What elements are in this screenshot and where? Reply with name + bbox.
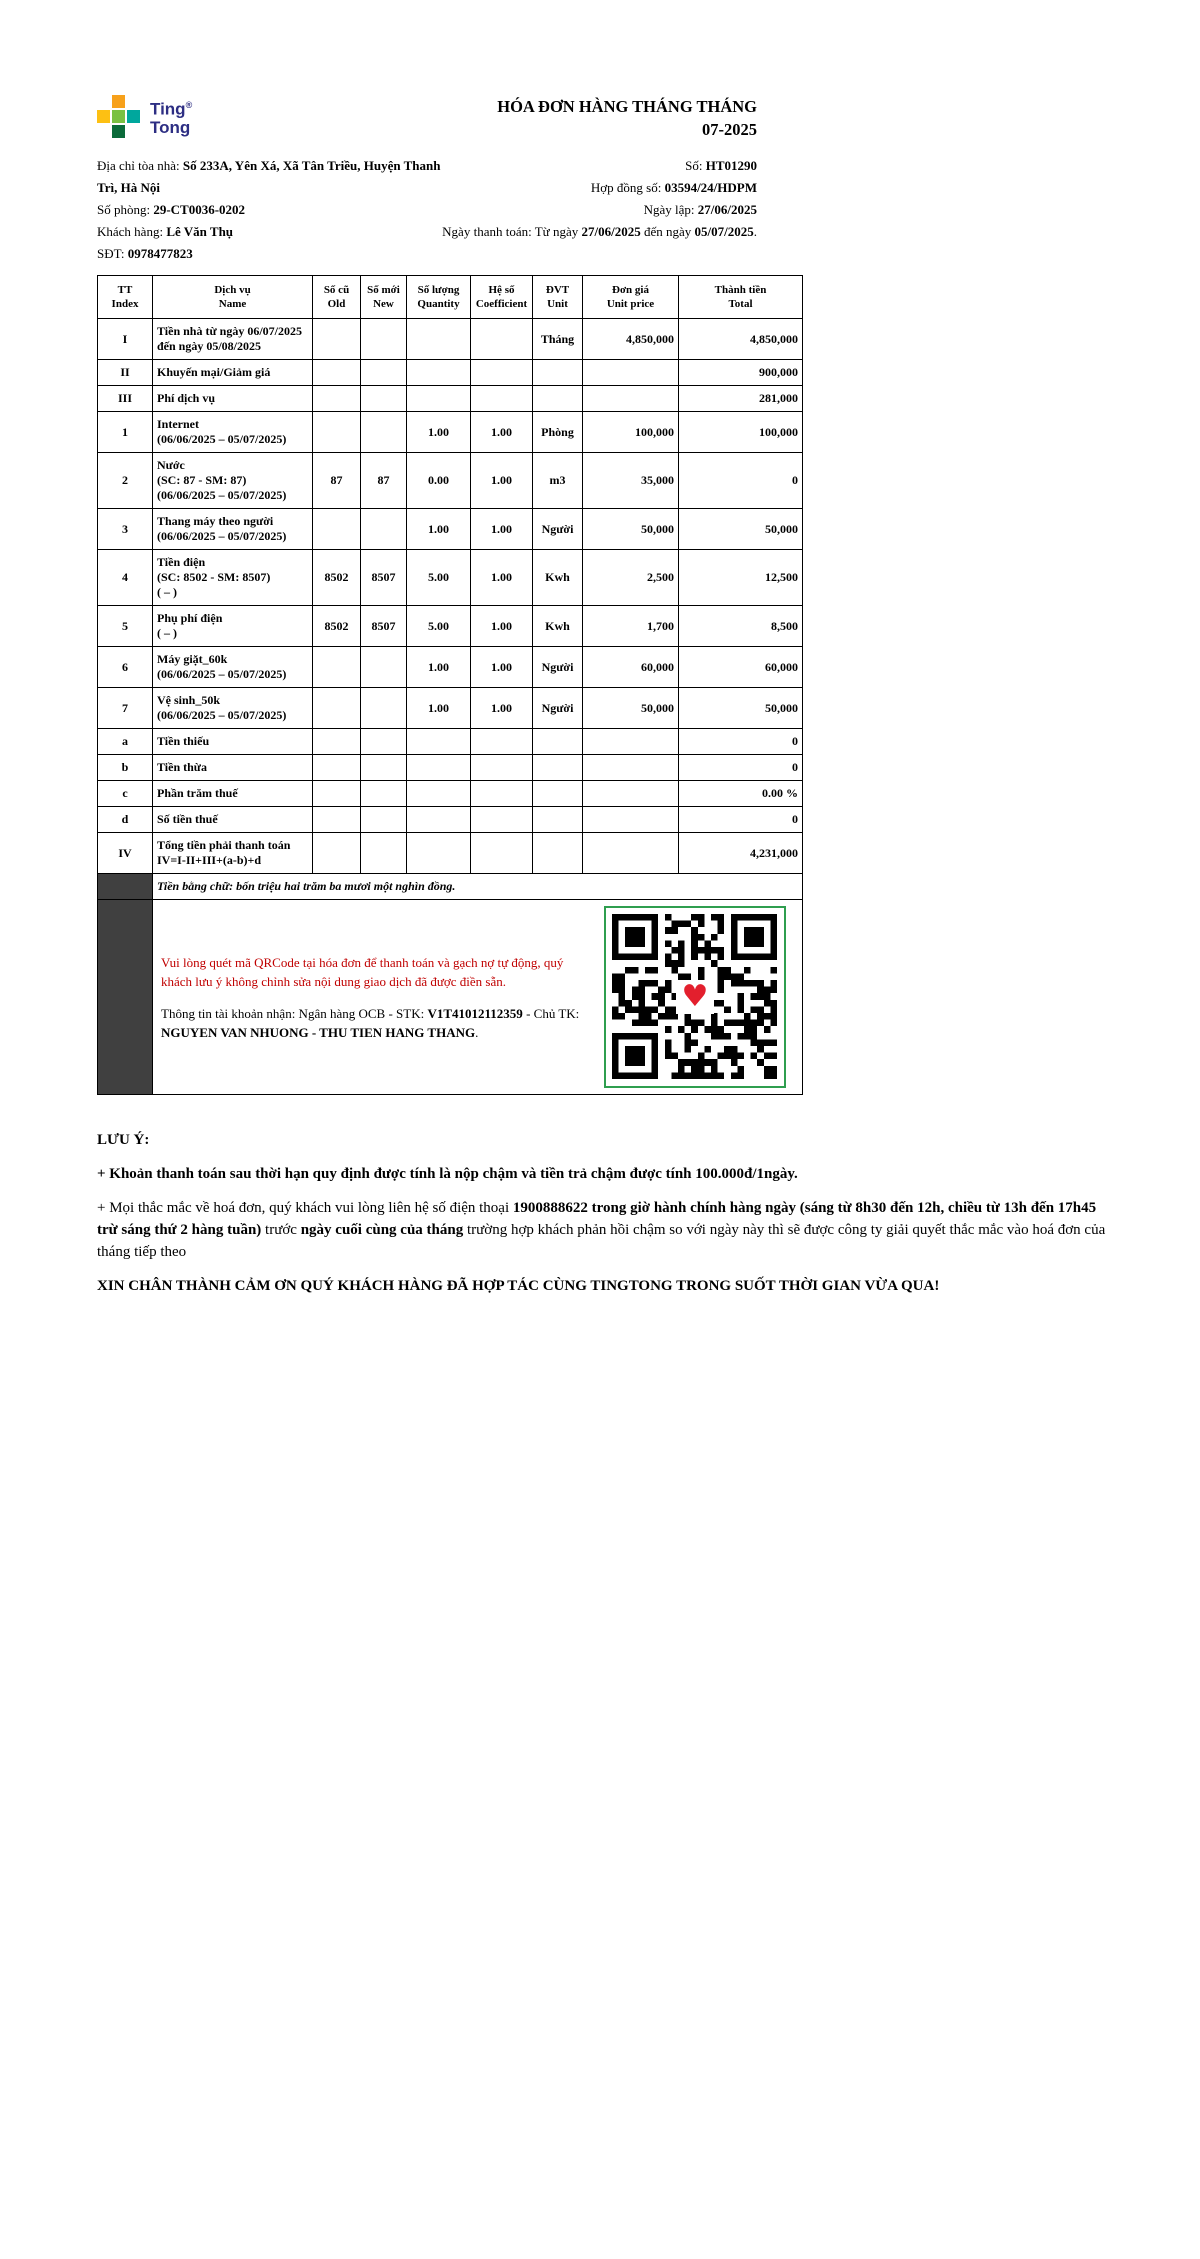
text-segment: 27/06/2025 [581,224,641,239]
cell-qty: 1.00 [407,647,471,688]
cell-coef [471,755,533,781]
registered-mark: ® [185,99,193,110]
column-header: Thành tiền Total [679,276,803,319]
invoice-meta-line [442,221,757,243]
column-header: TT Index [98,276,153,319]
column-header: Số lượng Quantity [407,276,471,319]
cell-tt: III [98,386,153,412]
cell-price [583,755,679,781]
text-segment: Khách hàng: [97,224,167,239]
cell-price: 60,000 [583,647,679,688]
text-segment: V1T41012112359 [427,1005,523,1021]
qr-instruction-note: Vui lòng quét mã QRCode tại hóa đơn để thanh toán và gạch nợ tự động, quý khách lưu ý không chỉnh sửa nội dung giao dịch đã được điền sẵn. [161,954,564,989]
text-segment: 03594/24/HDPM [664,180,757,195]
text-segment: trường hợp khách phản hồi chậm so với ngày này thì sẽ được công ty giải quyết thắc mắc vào hoá đơn của tháng tiếp theo [97,1222,1106,1260]
logo-pixel [97,110,110,123]
cell-old: 87 [313,453,361,509]
cell-old [313,688,361,729]
cell-old [313,833,361,874]
text-segment: 27/06/2025 [697,202,757,217]
amount-in-words-row [98,874,803,900]
text-segment: bốn triệu hai trăm ba mươi một nghìn đồng. [236,879,456,893]
cell-old [313,412,361,453]
qr-center-heart-icon: ♥ [676,980,714,1014]
cell-price: 2,500 [583,550,679,606]
text-segment: trước [261,1222,301,1238]
text-segment: Tiền bằng chữ: [157,879,237,893]
cell-old [313,319,361,360]
service-row [98,647,803,688]
cell-new [361,360,407,386]
cell-qty: 5.00 [407,606,471,647]
customer-info-line [97,243,442,265]
cell-total: 12,500 [679,550,803,606]
cell-total: 0 [679,453,803,509]
cell-total: 50,000 [679,509,803,550]
filled-index-cell [98,900,153,1095]
cell-coef [471,319,533,360]
cell-name: Phụ phí điện ( – ) [153,606,313,647]
note-heading: LƯU Ý: [97,1132,150,1148]
table-head [98,276,803,319]
table-body [98,319,803,1095]
cell-coef: 1.00 [471,453,533,509]
cell-name: Nước (SC: 87 - SM: 87) (06/06/2025 – 05/07/2025) [153,453,313,509]
cell-price [583,360,679,386]
cell-old [313,729,361,755]
text-segment: 1900888622 trong giờ hành chính hàng ngày (sáng từ 8h30 đến 12h, chiều từ 13h đến 17h45 trừ sáng thứ 2 hàng tuần) [97,1200,1097,1238]
cell-coef: 1.00 [471,688,533,729]
cell-total: 0 [679,729,803,755]
cell-name: Internet (06/06/2025 – 05/07/2025) [153,412,313,453]
cell-tt: IV [98,833,153,874]
service-row [98,453,803,509]
column-header: Số mới New [361,276,407,319]
cell-unit [533,360,583,386]
footer-notes [97,1129,1109,1297]
cell-name: Phần trăm thuế [153,781,313,807]
qr-payment-row [98,900,803,1095]
service-row [98,412,803,453]
invoice-meta-line [442,155,757,177]
service-row [98,688,803,729]
cell-tt: b [98,755,153,781]
cell-qty: 1.00 [407,688,471,729]
column-header: Dịch vụ Name [153,276,313,319]
cell-name: Thang máy theo người (06/06/2025 – 05/07/2025) [153,509,313,550]
cell-coef: 1.00 [471,550,533,606]
cell-price [583,386,679,412]
payment-qr-code [604,906,786,1088]
service-row [98,755,803,781]
invoice-meta-block [442,155,802,265]
cell-tt: 7 [98,688,153,729]
invoice-meta-line [442,177,757,199]
cell-coef: 1.00 [471,412,533,453]
cell-coef [471,833,533,874]
text-segment: Địa chỉ tòa nhà: [97,158,183,173]
cell-unit [533,807,583,833]
cell-unit [533,729,583,755]
contact-note [97,1197,1109,1263]
cell-new [361,833,407,874]
cell-new [361,807,407,833]
cell-unit: Người [533,688,583,729]
cell-qty [407,755,471,781]
cell-total: 0 [679,755,803,781]
text-segment: Số phòng: [97,202,154,217]
tingtong-logo [97,95,192,138]
header-row [97,95,802,141]
cell-qty [407,833,471,874]
logo-pixel [112,125,125,138]
cell-name: Tiền nhà từ ngày 06/07/2025 đến ngày 05/08/2025 [153,319,313,360]
cell-new: 87 [361,453,407,509]
cell-coef: 1.00 [471,606,533,647]
cell-unit: Kwh [533,606,583,647]
cell-coef [471,360,533,386]
cell-unit: Kwh [533,550,583,606]
cell-old [313,360,361,386]
cell-new [361,755,407,781]
cell-total: 0 [679,807,803,833]
cell-name: Tiền điện (SC: 8502 - SM: 8507) ( – ) [153,550,313,606]
cell-unit [533,755,583,781]
invoice-head [97,95,802,1095]
cell-unit [533,833,583,874]
column-header: Số cũ Old [313,276,361,319]
cell-tt: 4 [98,550,153,606]
customer-info-block [97,155,442,265]
text-segment: 29-CT0036-0202 [153,202,246,217]
cell-qty: 1.00 [407,412,471,453]
info-row [97,155,802,265]
cell-price [583,729,679,755]
text-segment: NGUYEN VAN NHUONG - THU TIEN HANG THANG [161,1024,476,1040]
cell-name: Vệ sinh_50k (06/06/2025 – 05/07/2025) [153,688,313,729]
cell-total: 0.00 % [679,781,803,807]
cell-name: Tiền thiếu [153,729,313,755]
cell-new [361,319,407,360]
column-header: Đơn giá Unit price [583,276,679,319]
text-segment: Thông tin tài khoản nhận: Ngân hàng OCB - STK: [161,1005,428,1021]
text-segment: . [475,1024,479,1040]
cell-coef [471,386,533,412]
cell-tt: 3 [98,509,153,550]
invoice-title: HÓA ĐƠN HÀNG THÁNG THÁNG 07-2025 [497,97,757,139]
cell-coef: 1.00 [471,509,533,550]
amount-in-words [153,874,803,900]
cell-old: 8502 [313,550,361,606]
cell-old [313,509,361,550]
cell-tt: 6 [98,647,153,688]
cell-new: 8507 [361,550,407,606]
cell-tt: II [98,360,153,386]
tingtong-logo-icon [97,95,140,138]
logo-word-tong: Tong [150,118,191,138]
cell-name: Máy giặt_60k (06/06/2025 – 05/07/2025) [153,647,313,688]
logo-pixel [127,110,140,123]
cell-price: 100,000 [583,412,679,453]
late-payment-note: + Khoản thanh toán sau thời hạn quy định được tính là nộp chậm và tiền trả chậm được tính 100.000đ/1ngày. [97,1166,798,1182]
cell-total: 50,000 [679,688,803,729]
cell-tt: I [98,319,153,360]
cell-price: 1,700 [583,606,679,647]
cell-tt: 1 [98,412,153,453]
invoice-table [97,275,803,1095]
cell-unit: Tháng [533,319,583,360]
customer-info-line [97,221,442,243]
text-segment: Ngày thanh toán: Từ ngày [442,224,582,239]
text-segment: 0978477823 [127,246,193,261]
service-row [98,386,803,412]
cell-new [361,509,407,550]
text-segment: đến ngày [640,224,695,239]
service-row [98,509,803,550]
cell-unit: Người [533,509,583,550]
cell-total: 281,000 [679,386,803,412]
cell-tt: 5 [98,606,153,647]
cell-coef [471,781,533,807]
thanks-note: XIN CHÂN THÀNH CẢM ƠN QUÝ KHÁCH HÀNG ĐÃ HỢP TÁC CÙNG TINGTONG TRONG SUỐT THỜI GIAN VỪA QUA! [97,1278,940,1294]
cell-price: 35,000 [583,453,679,509]
cell-price: 50,000 [583,688,679,729]
text-segment: Số: [685,158,706,173]
cell-total: 60,000 [679,647,803,688]
text-segment: Hợp đồng số: [590,180,665,195]
filled-index-cell [98,874,153,900]
cell-qty [407,319,471,360]
cell-new [361,729,407,755]
text-segment: HT01290 [705,158,757,173]
cell-name: Phí dịch vụ [153,386,313,412]
cell-new [361,781,407,807]
text-segment: Lê Văn Thụ [166,224,234,239]
qr-notes [157,953,592,1042]
cell-price [583,807,679,833]
cell-old [313,647,361,688]
text-segment: ngày cuối cùng của tháng [300,1222,464,1238]
cell-old [313,807,361,833]
cell-qty: 0.00 [407,453,471,509]
logo-pixel [112,110,125,123]
account-info-note [161,1004,588,1042]
cell-tt: a [98,729,153,755]
cell-new: 8507 [361,606,407,647]
cell-name: Khuyến mại/Giảm giá [153,360,313,386]
cell-coef: 1.00 [471,647,533,688]
cell-unit [533,781,583,807]
service-row [98,807,803,833]
invoice-meta-line [442,199,757,221]
cell-qty [407,807,471,833]
cell-tt: 2 [98,453,153,509]
service-row [98,360,803,386]
logo-line-1 [150,96,192,119]
cell-new [361,412,407,453]
cell-tt: d [98,807,153,833]
service-row [98,833,803,874]
cell-qty [407,360,471,386]
cell-coef [471,729,533,755]
cell-price [583,833,679,874]
table-header-row [98,276,803,319]
cell-qty [407,781,471,807]
cell-unit: Phòng [533,412,583,453]
column-header: ĐVT Unit [533,276,583,319]
cell-price: 4,850,000 [583,319,679,360]
cell-total: 100,000 [679,412,803,453]
cell-new [361,647,407,688]
cell-qty: 5.00 [407,550,471,606]
cell-unit [533,386,583,412]
column-header: Hệ số Coefficient [471,276,533,319]
cell-total: 4,231,000 [679,833,803,874]
cell-total: 8,500 [679,606,803,647]
service-row [98,781,803,807]
service-row [98,319,803,360]
logo-pixel [112,95,125,108]
text-segment: - Chủ TK: [522,1005,580,1021]
cell-total: 4,850,000 [679,319,803,360]
cell-unit: Người [533,647,583,688]
cell-tt: c [98,781,153,807]
tingtong-logo-text [150,96,192,138]
logo-word-ting: Ting [150,99,186,119]
text-segment: . [753,224,757,239]
cell-name: Tiền thừa [153,755,313,781]
cell-new [361,386,407,412]
cell-total: 900,000 [679,360,803,386]
cell-old: 8502 [313,606,361,647]
cell-name: Số tiền thuế [153,807,313,833]
service-row [98,729,803,755]
cell-qty [407,386,471,412]
text-segment: 05/07/2025 [694,224,754,239]
cell-old [313,386,361,412]
text-segment: Ngày lập: [643,202,698,217]
cell-qty [407,729,471,755]
customer-info-line [97,155,442,199]
cell-price: 50,000 [583,509,679,550]
text-segment: Số 233A, Yên Xá, Xã Tân Triều, Huyện Thanh Trì, Hà Nội [97,158,441,195]
cell-old [313,781,361,807]
service-row [98,606,803,647]
text-segment: + Mọi thắc mắc về hoá đơn, quý khách vui lòng liên hệ số điện thoại [97,1200,513,1216]
cell-old [313,755,361,781]
cell-price [583,781,679,807]
cell-new [361,688,407,729]
customer-info-line [97,199,442,221]
cell-name: Tổng tiền phải thanh toán IV=I-II+III+(a-b)+d [153,833,313,874]
cell-unit: m3 [533,453,583,509]
cell-qty: 1.00 [407,509,471,550]
service-row [98,550,803,606]
qr-payment-cell [153,900,803,1095]
cell-coef [471,807,533,833]
text-segment: SĐT: [97,246,128,261]
invoice-document [97,95,1109,1297]
